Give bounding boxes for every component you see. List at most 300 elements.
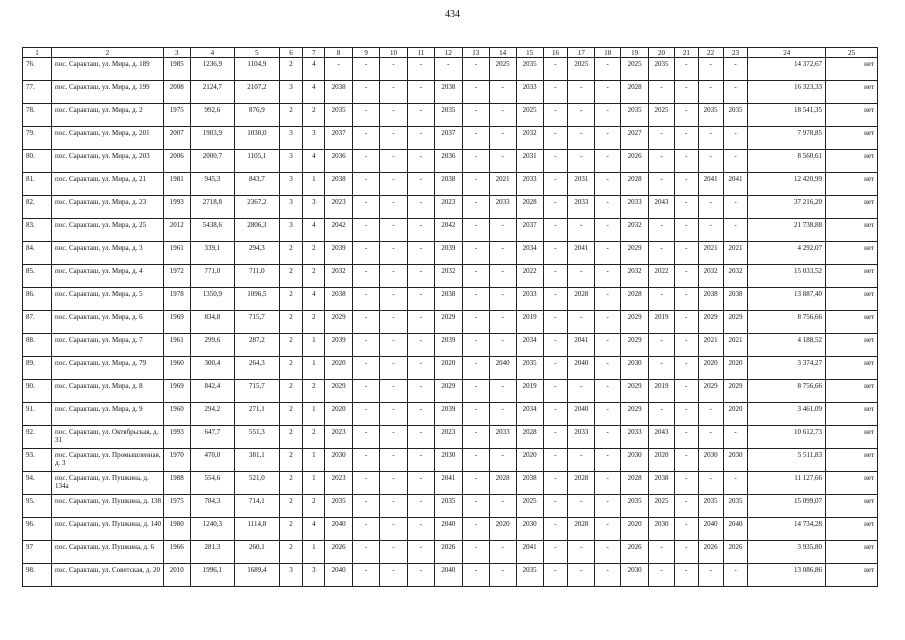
table-row xyxy=(23,81,878,104)
cell-entrances: 1 xyxy=(303,173,325,196)
cell-address: пос. Саракташ, ул. Мира, д. 79 xyxy=(51,357,163,380)
cell-living-area: 521,0 xyxy=(235,472,280,495)
cell-col-15: 2034 xyxy=(516,403,543,426)
table-row xyxy=(23,173,878,196)
cell-col-18: - xyxy=(595,403,621,426)
cell-total-area: 300,4 xyxy=(190,357,235,380)
cell-col-18: - xyxy=(595,127,621,150)
column-number-3: 3 xyxy=(163,48,190,58)
cell-year-built: 1988 xyxy=(163,472,190,495)
cell-living-area: 1096,5 xyxy=(235,288,280,311)
cell-col-23: 2020 xyxy=(723,357,748,380)
cell-col-20: - xyxy=(649,81,675,104)
cell-cost: 8 560,61 xyxy=(748,150,826,173)
cell-col-19: 2028 xyxy=(621,288,649,311)
cell-col-20: - xyxy=(649,564,675,587)
cell-entrances: 4 xyxy=(303,58,325,81)
cell-col-17: 2040 xyxy=(568,357,595,380)
cell-cost: 16 323,33 xyxy=(748,81,826,104)
cell-total-area: 834,8 xyxy=(190,311,235,334)
cell-col-17: - xyxy=(568,127,595,150)
cell-col-11: - xyxy=(407,311,434,334)
column-number-1: 1 xyxy=(23,48,52,58)
cell-living-area: 711,0 xyxy=(235,265,280,288)
cell-col-11: - xyxy=(407,564,434,587)
cell-col-18: - xyxy=(595,334,621,357)
cell-col-16: - xyxy=(543,265,568,288)
cell-col-23: - xyxy=(723,564,748,587)
cell-row-number: 76. xyxy=(23,58,52,81)
cell-col-8: 2042 xyxy=(325,219,353,242)
cell-col-25: нет xyxy=(826,357,878,380)
cell-col-25: нет xyxy=(826,104,878,127)
cell-col-17: - xyxy=(568,564,595,587)
cell-col-16: - xyxy=(543,334,568,357)
cell-row-number: 83. xyxy=(23,219,52,242)
cell-col-15: 2025 xyxy=(516,104,543,127)
cell-row-number: 97 xyxy=(23,541,52,564)
cell-floors: 3 xyxy=(279,173,303,196)
cell-floors: 2 xyxy=(279,242,303,265)
cell-col-10: - xyxy=(380,219,408,242)
cell-entrances: 3 xyxy=(303,127,325,150)
cell-col-23: 2021 xyxy=(723,334,748,357)
cell-living-area: 551,3 xyxy=(235,426,280,449)
cell-col-15: 2034 xyxy=(516,242,543,265)
cell-col-23: - xyxy=(723,472,748,495)
cell-col-14: - xyxy=(489,242,516,265)
cell-col-8: 2030 xyxy=(325,449,353,472)
cell-col-16: - xyxy=(543,357,568,380)
column-number-18: 18 xyxy=(595,48,621,58)
table-row xyxy=(23,265,878,288)
cell-col-8: 2038 xyxy=(325,173,353,196)
cell-col-12: 2039 xyxy=(434,334,462,357)
cell-entrances: 2 xyxy=(303,426,325,449)
cell-address: пос. Саракташ, ул. Мира, д. 199 xyxy=(51,81,163,104)
cell-col-15: 2031 xyxy=(516,150,543,173)
cell-col-21: - xyxy=(674,219,698,242)
cell-col-18: - xyxy=(595,288,621,311)
cell-total-area: 647,7 xyxy=(190,426,235,449)
cell-col-18: - xyxy=(595,518,621,541)
cell-col-25: нет xyxy=(826,403,878,426)
cell-col-17: 2033 xyxy=(568,196,595,219)
cell-cost: 11 127,66 xyxy=(748,472,826,495)
cell-col-13: - xyxy=(462,196,489,219)
cell-cost: 7 978,85 xyxy=(748,127,826,150)
cell-row-number: 90. xyxy=(23,380,52,403)
cell-col-22: - xyxy=(698,403,723,426)
cell-col-23: 2021 xyxy=(723,242,748,265)
cell-col-15: 2025 xyxy=(516,495,543,518)
cell-col-20: - xyxy=(649,173,675,196)
cell-col-20: 2022 xyxy=(649,265,675,288)
cell-col-22: - xyxy=(698,564,723,587)
cell-col-17: - xyxy=(568,150,595,173)
cell-col-8: 2029 xyxy=(325,311,353,334)
cell-col-25: нет xyxy=(826,150,878,173)
cell-cost: 12 420,99 xyxy=(748,173,826,196)
cell-row-number: 98. xyxy=(23,564,52,587)
cell-col-8: 2023 xyxy=(325,472,353,495)
cell-year-built: 1975 xyxy=(163,104,190,127)
cell-col-25: нет xyxy=(826,380,878,403)
cell-living-area: 1114,8 xyxy=(235,518,280,541)
cell-year-built: 1993 xyxy=(163,196,190,219)
cell-col-13: - xyxy=(462,242,489,265)
cell-col-16: - xyxy=(543,127,568,150)
cell-col-11: - xyxy=(407,219,434,242)
cell-col-20: - xyxy=(649,403,675,426)
cell-entrances: 1 xyxy=(303,541,325,564)
column-number-17: 17 xyxy=(568,48,595,58)
cell-col-16: - xyxy=(543,196,568,219)
cell-col-15: 2030 xyxy=(516,518,543,541)
cell-col-21: - xyxy=(674,196,698,219)
cell-total-area: 2124,7 xyxy=(190,81,235,104)
cell-col-17: - xyxy=(568,380,595,403)
cell-col-13: - xyxy=(462,219,489,242)
cell-col-20: 2043 xyxy=(649,196,675,219)
cell-col-14: 2033 xyxy=(489,426,516,449)
cell-col-23: 2030 xyxy=(723,449,748,472)
cell-col-16: - xyxy=(543,242,568,265)
table-row xyxy=(23,196,878,219)
cell-col-11: - xyxy=(407,150,434,173)
cell-col-11: - xyxy=(407,104,434,127)
cell-col-12: 2039 xyxy=(434,403,462,426)
cell-col-17: - xyxy=(568,449,595,472)
cell-col-22: 2041 xyxy=(698,173,723,196)
cell-col-13: - xyxy=(462,426,489,449)
cell-total-area: 992,6 xyxy=(190,104,235,127)
cell-address: пос. Саракташ, ул. Мира, д. 21 xyxy=(51,173,163,196)
cell-total-area: 1996,1 xyxy=(190,564,235,587)
cell-address: пос. Саракташ, ул. Мира, д. 7 xyxy=(51,334,163,357)
cell-col-20: - xyxy=(649,242,675,265)
cell-col-15: 2035 xyxy=(516,357,543,380)
cell-col-19: 2029 xyxy=(621,403,649,426)
cell-col-21: - xyxy=(674,380,698,403)
cell-row-number: 86. xyxy=(23,288,52,311)
cell-col-16: - xyxy=(543,311,568,334)
cell-entrances: 4 xyxy=(303,81,325,104)
cell-entrances: 1 xyxy=(303,472,325,495)
cell-col-14: 2020 xyxy=(489,518,516,541)
cell-col-25: нет xyxy=(826,449,878,472)
cell-col-23: - xyxy=(723,196,748,219)
cell-row-number: 92. xyxy=(23,426,52,449)
cell-col-21: - xyxy=(674,541,698,564)
cell-col-9: - xyxy=(353,449,380,472)
page-number: 434 xyxy=(445,9,460,20)
cell-entrances: 1 xyxy=(303,357,325,380)
cell-col-23: - xyxy=(723,127,748,150)
cell-cost: 14 734,28 xyxy=(748,518,826,541)
cell-col-16: - xyxy=(543,288,568,311)
cell-col-20: 2019 xyxy=(649,311,675,334)
cell-col-16: - xyxy=(543,173,568,196)
cell-entrances: 3 xyxy=(303,196,325,219)
cell-floors: 3 xyxy=(279,81,303,104)
cell-col-16: - xyxy=(543,219,568,242)
cell-col-25: нет xyxy=(826,173,878,196)
column-number-24: 24 xyxy=(748,48,826,58)
cell-floors: 2 xyxy=(279,403,303,426)
cell-col-19: 2030 xyxy=(621,564,649,587)
cell-col-25: нет xyxy=(826,288,878,311)
cell-col-14: 2040 xyxy=(489,357,516,380)
cell-col-13: - xyxy=(462,265,489,288)
cell-address: пос. Саракташ, ул. Мира, д. 25 xyxy=(51,219,163,242)
cell-col-23: - xyxy=(723,219,748,242)
cell-col-8: 2038 xyxy=(325,81,353,104)
cell-col-8: 2020 xyxy=(325,357,353,380)
cell-col-21: - xyxy=(674,127,698,150)
cell-col-14: 2021 xyxy=(489,173,516,196)
cell-col-11: - xyxy=(407,380,434,403)
cell-col-9: - xyxy=(353,196,380,219)
cell-entrances: 1 xyxy=(303,403,325,426)
cell-row-number: 88. xyxy=(23,334,52,357)
table-row xyxy=(23,150,878,173)
cell-col-22: 2029 xyxy=(698,311,723,334)
cell-living-area: 287,2 xyxy=(235,334,280,357)
cell-col-14: - xyxy=(489,81,516,104)
cell-cost: 21 738,88 xyxy=(748,219,826,242)
cell-col-15: 2028 xyxy=(516,426,543,449)
cell-col-23: 2020 xyxy=(723,403,748,426)
cell-col-9: - xyxy=(353,311,380,334)
cell-col-10: - xyxy=(380,541,408,564)
cell-year-built: 1960 xyxy=(163,403,190,426)
cell-col-18: - xyxy=(595,242,621,265)
cell-col-10: - xyxy=(380,81,408,104)
table-row xyxy=(23,58,878,81)
cell-total-area: 470,0 xyxy=(190,449,235,472)
cell-year-built: 1975 xyxy=(163,495,190,518)
cell-col-19: 2033 xyxy=(621,196,649,219)
cell-entrances: 1 xyxy=(303,334,325,357)
cell-year-built: 1972 xyxy=(163,265,190,288)
cell-col-12: 2038 xyxy=(434,81,462,104)
cell-col-11: - xyxy=(407,426,434,449)
cell-cost: 37 216,20 xyxy=(748,196,826,219)
cell-col-8: 2035 xyxy=(325,495,353,518)
cell-col-9: - xyxy=(353,173,380,196)
cell-col-22: 2035 xyxy=(698,495,723,518)
cell-year-built: 1969 xyxy=(163,311,190,334)
cell-col-9: - xyxy=(353,426,380,449)
cell-col-14: - xyxy=(489,403,516,426)
cell-col-18: - xyxy=(595,219,621,242)
cell-col-21: - xyxy=(674,426,698,449)
cell-total-area: 2718,8 xyxy=(190,196,235,219)
cell-col-12: 2035 xyxy=(434,495,462,518)
cell-col-10: - xyxy=(380,196,408,219)
cell-col-13: - xyxy=(462,311,489,334)
cell-col-15: 2033 xyxy=(516,81,543,104)
cell-col-16: - xyxy=(543,150,568,173)
cell-col-13: - xyxy=(462,81,489,104)
cell-col-10: - xyxy=(380,265,408,288)
cell-col-19: 2028 xyxy=(621,81,649,104)
cell-total-area: 945,3 xyxy=(190,173,235,196)
cell-col-12: 2023 xyxy=(434,426,462,449)
cell-col-16: - xyxy=(543,380,568,403)
cell-col-13: - xyxy=(462,173,489,196)
cell-year-built: 2012 xyxy=(163,219,190,242)
cell-col-19: 2030 xyxy=(621,357,649,380)
cell-floors: 2 xyxy=(279,357,303,380)
cell-col-9: - xyxy=(353,403,380,426)
cell-col-9: - xyxy=(353,541,380,564)
cell-col-19: 2035 xyxy=(621,495,649,518)
cell-col-18: - xyxy=(595,357,621,380)
cell-col-17: 2031 xyxy=(568,173,595,196)
cell-col-13: - xyxy=(462,541,489,564)
cell-floors: 2 xyxy=(279,104,303,127)
cell-col-14: 2025 xyxy=(489,58,516,81)
cell-entrances: 4 xyxy=(303,150,325,173)
cell-col-11: - xyxy=(407,196,434,219)
cell-col-17: 2028 xyxy=(568,472,595,495)
cell-address: пос. Саракташ, ул. Пушкина, д. 140 xyxy=(51,518,163,541)
cell-col-11: - xyxy=(407,449,434,472)
cell-col-12: 2029 xyxy=(434,311,462,334)
cell-col-20: - xyxy=(649,357,675,380)
cell-col-23: - xyxy=(723,426,748,449)
cell-col-21: - xyxy=(674,564,698,587)
cell-cost: 5 511,83 xyxy=(748,449,826,472)
cell-floors: 3 xyxy=(279,564,303,587)
cell-col-12: 2037 xyxy=(434,127,462,150)
table-row xyxy=(23,518,878,541)
cell-col-22: - xyxy=(698,426,723,449)
cell-total-area: 1350,9 xyxy=(190,288,235,311)
cell-col-9: - xyxy=(353,495,380,518)
cell-col-9: - xyxy=(353,219,380,242)
cell-cost: 15 033,52 xyxy=(748,265,826,288)
cell-col-10: - xyxy=(380,472,408,495)
cell-address: пос. Саракташ, ул. Мира, д. 9 xyxy=(51,403,163,426)
cell-col-25: нет xyxy=(826,265,878,288)
cell-col-10: - xyxy=(380,173,408,196)
cell-col-19: 2025 xyxy=(621,58,649,81)
cell-cost: 8 756,66 xyxy=(748,380,826,403)
cell-col-8: 2029 xyxy=(325,380,353,403)
cell-col-23: - xyxy=(723,81,748,104)
cell-col-9: - xyxy=(353,81,380,104)
cell-col-13: - xyxy=(462,288,489,311)
column-number-8: 8 xyxy=(325,48,353,58)
cell-col-8: 2040 xyxy=(325,518,353,541)
cell-col-15: 2041 xyxy=(516,541,543,564)
cell-living-area: 1105,1 xyxy=(235,150,280,173)
column-number-9: 9 xyxy=(353,48,380,58)
cell-living-area: 2806,3 xyxy=(235,219,280,242)
cell-col-22: 2038 xyxy=(698,288,723,311)
cell-col-11: - xyxy=(407,265,434,288)
cell-col-21: - xyxy=(674,242,698,265)
cell-col-20: 2020 xyxy=(649,449,675,472)
cell-floors: 3 xyxy=(279,127,303,150)
cell-total-area: 1903,9 xyxy=(190,127,235,150)
cell-year-built: 1985 xyxy=(163,58,190,81)
cell-living-area: 1030,0 xyxy=(235,127,280,150)
cell-col-19: 2029 xyxy=(621,311,649,334)
cell-col-12: 2040 xyxy=(434,518,462,541)
cell-entrances: 1 xyxy=(303,449,325,472)
cell-col-8: 2035 xyxy=(325,104,353,127)
cell-col-14: - xyxy=(489,219,516,242)
cell-total-area: 339,1 xyxy=(190,242,235,265)
cell-col-18: - xyxy=(595,311,621,334)
cell-row-number: 93. xyxy=(23,449,52,472)
cell-col-14: - xyxy=(489,104,516,127)
cell-col-10: - xyxy=(380,288,408,311)
cell-col-17: 2028 xyxy=(568,288,595,311)
cell-col-13: - xyxy=(462,449,489,472)
cell-year-built: 1969 xyxy=(163,380,190,403)
cell-entrances: 2 xyxy=(303,311,325,334)
table-row xyxy=(23,127,878,150)
cell-total-area: 294,2 xyxy=(190,403,235,426)
cell-col-17: 2033 xyxy=(568,426,595,449)
cell-col-8: 2026 xyxy=(325,541,353,564)
cell-col-15: 2033 xyxy=(516,288,543,311)
cell-col-9: - xyxy=(353,380,380,403)
cell-col-19: 2032 xyxy=(621,265,649,288)
cell-col-18: - xyxy=(595,58,621,81)
cell-col-18: - xyxy=(595,472,621,495)
cell-col-19: 2032 xyxy=(621,219,649,242)
cell-year-built: 1981 xyxy=(163,173,190,196)
cell-entrances: 4 xyxy=(303,288,325,311)
cell-col-9: - xyxy=(353,518,380,541)
cell-col-23: 2035 xyxy=(723,104,748,127)
cell-col-13: - xyxy=(462,564,489,587)
cell-living-area: 876,9 xyxy=(235,104,280,127)
cell-year-built: 1978 xyxy=(163,288,190,311)
cell-col-11: - xyxy=(407,127,434,150)
cell-col-9: - xyxy=(353,150,380,173)
column-number-5: 5 xyxy=(235,48,280,58)
cell-col-21: - xyxy=(674,334,698,357)
cell-col-8: 2023 xyxy=(325,426,353,449)
cell-col-18: - xyxy=(595,104,621,127)
cell-living-area: 381,1 xyxy=(235,449,280,472)
cell-col-21: - xyxy=(674,449,698,472)
cell-cost: 3 935,80 xyxy=(748,541,826,564)
cell-row-number: 81. xyxy=(23,173,52,196)
cell-col-21: - xyxy=(674,403,698,426)
cell-col-15: 2019 xyxy=(516,311,543,334)
cell-col-21: - xyxy=(674,518,698,541)
cell-col-23: 2029 xyxy=(723,311,748,334)
table-row xyxy=(23,472,878,495)
cell-cost: 4 188,52 xyxy=(748,334,826,357)
cell-col-15: 2019 xyxy=(516,380,543,403)
cell-col-23: - xyxy=(723,150,748,173)
column-number-4: 4 xyxy=(190,48,235,58)
cell-col-19: 2030 xyxy=(621,449,649,472)
cell-year-built: 2007 xyxy=(163,127,190,150)
cell-col-16: - xyxy=(543,564,568,587)
cell-col-10: - xyxy=(380,150,408,173)
cell-col-22: - xyxy=(698,81,723,104)
